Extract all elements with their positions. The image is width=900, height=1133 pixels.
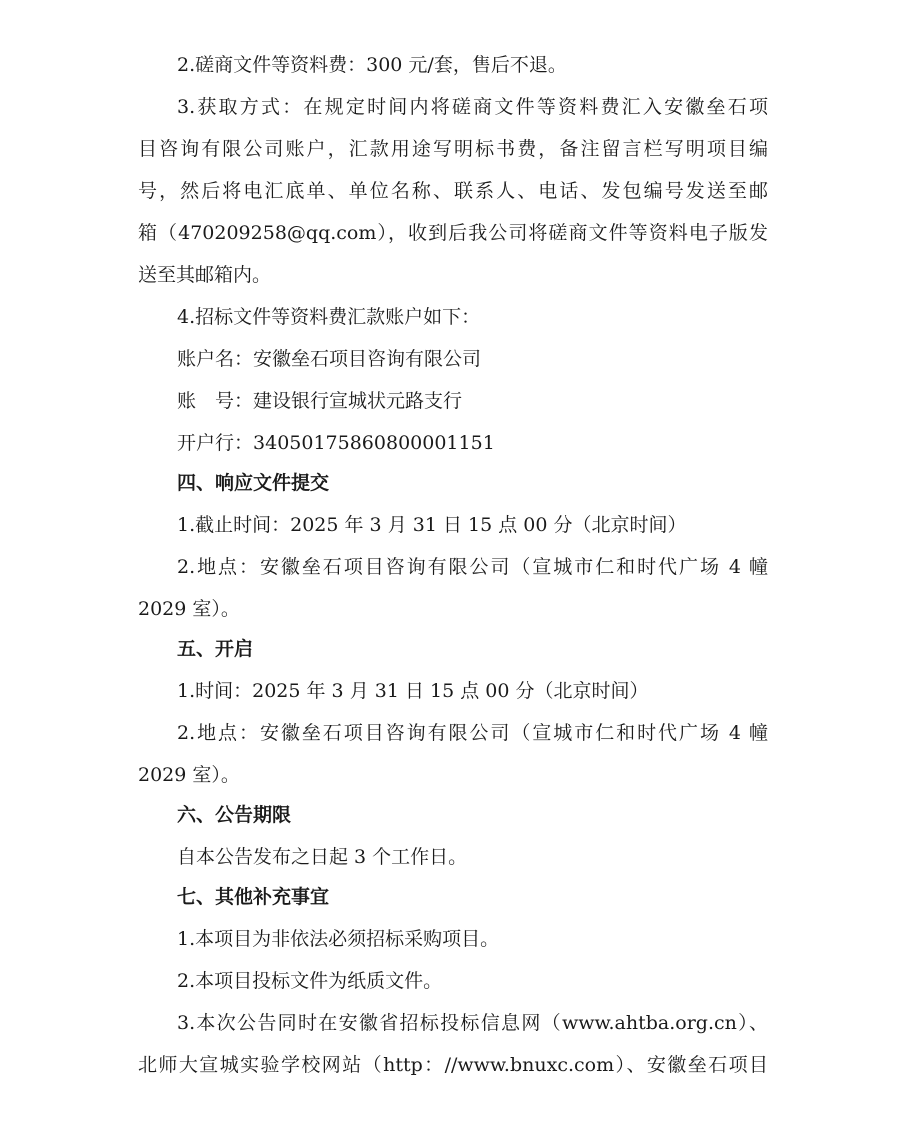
section-7-title: 七、其他补充事宜 (177, 886, 330, 908)
account-name-value: 安徽垒石项目咨询有限公司 (253, 348, 482, 370)
section-4-item-2-line-1: 2.地点：安徽垒石项目咨询有限公司（宣城市仁和时代广场 4 幢 (177, 556, 768, 578)
section-5-title: 五、开启 (177, 638, 254, 660)
account-intro: 4.招标文件等资料费汇款账户如下： (177, 306, 481, 328)
fee-line: 2.磋商文件等资料费：300 元/套，售后不退。 (177, 54, 567, 76)
section-7-item-2: 2.本项目投标文件为纸质文件。 (177, 970, 443, 992)
account-name-label: 账户名： (177, 348, 254, 370)
section-6-title: 六、公告期限 (177, 804, 292, 826)
obtain-line-3: 号，然后将电汇底单、单位名称、联系人、电话、发包编号发送至邮 (138, 180, 768, 202)
section-4-title: 四、响应文件提交 (177, 472, 330, 494)
section-5-item-2-line-1: 2.地点：安徽垒石项目咨询有限公司（宣城市仁和时代广场 4 幢 (177, 722, 768, 744)
account-number-label: 账 号： (177, 390, 254, 412)
account-number-value: 建设银行宣城状元路支行 (253, 390, 463, 412)
section-7-item-3-line-1: 3.本次公告同时在安徽省招标投标信息网（www.ahtba.org.cn）、 (177, 1012, 768, 1034)
obtain-line-1: 3.获取方式：在规定时间内将磋商文件等资料费汇入安徽垒石项 (177, 96, 768, 118)
account-number-row (177, 388, 807, 414)
section-5-item-1: 1.时间：2025 年 3 月 31 日 15 点 00 分（北京时间） (177, 680, 649, 702)
account-bank-label: 开户行： (177, 432, 254, 454)
section-4-item-2-line-2: 2029 室）。 (138, 598, 240, 620)
section-4-item-1: 1.截止时间：2025 年 3 月 31 日 15 点 00 分（北京时间） (177, 514, 687, 536)
section-6-text: 自本公告发布之日起 3 个工作日。 (177, 846, 468, 868)
section-5-item-2-line-2: 2029 室）。 (138, 764, 240, 786)
section-7-item-3-line-2: 北师大宣城实验学校网站（http：//www.bnuxc.com）、安徽垒石项目 (138, 1054, 768, 1076)
account-bank-row (177, 430, 807, 456)
section-7-item-1: 1.本项目为非依法必须招标采购项目。 (177, 928, 500, 950)
obtain-line-5: 送至其邮箱内。 (138, 264, 272, 286)
obtain-line-4: 箱（470209258@qq.com），收到后我公司将磋商文件等资料电子版发 (138, 222, 768, 244)
account-name-row (177, 346, 807, 372)
account-bank-value: 34050175860800001151 (253, 432, 495, 454)
obtain-line-2: 目咨询有限公司账户，汇款用途写明标书费，备注留言栏写明项目编 (138, 138, 768, 160)
